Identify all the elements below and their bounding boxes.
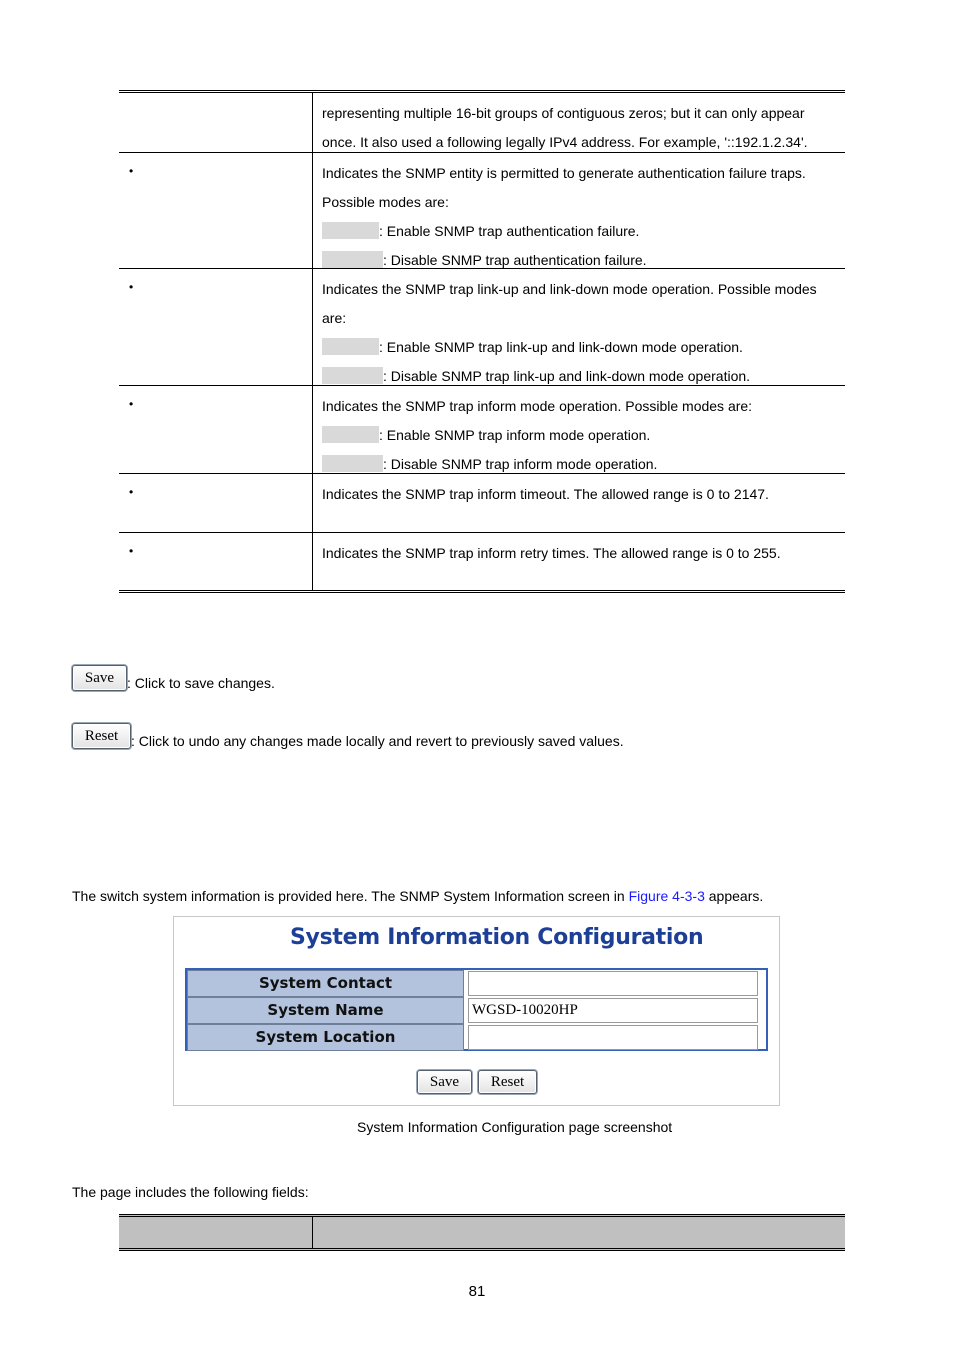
bullet-icon: • [129,280,134,294]
intro-paragraph: The switch system information is provided here. The SNMP System Information screen in Figure 4-3-3 appears. [72,888,764,904]
system-location-label: System Location [187,1024,464,1051]
table-row: • Indicates the SNMP trap inform retry times. The allowed range is 0 to 255. [119,532,845,590]
redacted-label [322,251,383,268]
reset-description: Reset : Click to undo any changes made locally and revert to previously saved values. [72,723,624,749]
redacted-label [322,367,383,384]
page-number: 81 [468,1283,486,1300]
form-row-system-location [187,1024,766,1051]
bullet-icon: • [129,544,134,558]
table-row: • Indicates the SNMP trap inform mode operation. Possible modes are: : Enable SNMP trap inform mode operation. : Disable SNMP trap inform mode operation. [119,385,845,473]
figure-caption: System Information Configuration page screenshot [357,1119,673,1135]
table-row: • Indicates the SNMP trap inform timeout. The allowed range is 0 to 2147. [119,473,845,532]
header-cell-object [119,1217,313,1248]
figure-link[interactable]: Figure 4-3-3 [628,888,705,904]
redacted-label [322,426,379,443]
save-button[interactable]: Save [72,665,127,691]
config-screenshot [173,916,780,1106]
screenshot-title: System Information Configuration [290,925,704,950]
form-row-system-contact [187,970,766,997]
table-row: • Indicates the SNMP entity is permitted to generate authentication failure traps. Possible modes are: : Enable SNMP trap authentication failure. : Disable SNMP trap authentication failure. [119,152,845,268]
table-row: • Indicates the SNMP trap link-up and link-down mode operation. Possible modes are: : Enable SNMP trap link-up and link-down mode operation. : Disable SNMP trap link-up and link-down mode operation. [119,268,845,385]
save-description: Save : Click to save changes. [72,665,275,691]
bullet-icon: • [129,397,134,411]
form-save-button[interactable]: Save [417,1070,472,1094]
reset-button[interactable]: Reset [72,723,131,749]
system-name-input[interactable]: WGSD-10020HP [468,998,758,1023]
header-cell-description [313,1217,845,1248]
parameter-table [119,90,845,593]
form-reset-button[interactable]: Reset [478,1070,537,1094]
system-location-input[interactable] [468,1025,758,1050]
system-contact-input[interactable] [468,971,758,996]
system-name-label: System Name [187,997,464,1024]
redacted-label [322,455,383,472]
system-contact-label: System Contact [187,970,464,997]
fields-intro: The page includes the following fields: [72,1184,309,1200]
config-form [185,968,768,1051]
table-row: representing multiple 16-bit groups of contiguous zeros; but it can only appear once. It also used a following legally IPv4 address. For example, '::192.1.2.34'. [119,93,845,152]
form-row-system-name [187,997,766,1024]
fields-table-header [119,1214,845,1251]
redacted-label [322,338,379,355]
bullet-icon: • [129,164,134,178]
bullet-icon: • [129,485,134,499]
redacted-label [322,222,379,239]
form-buttons [417,1070,537,1094]
